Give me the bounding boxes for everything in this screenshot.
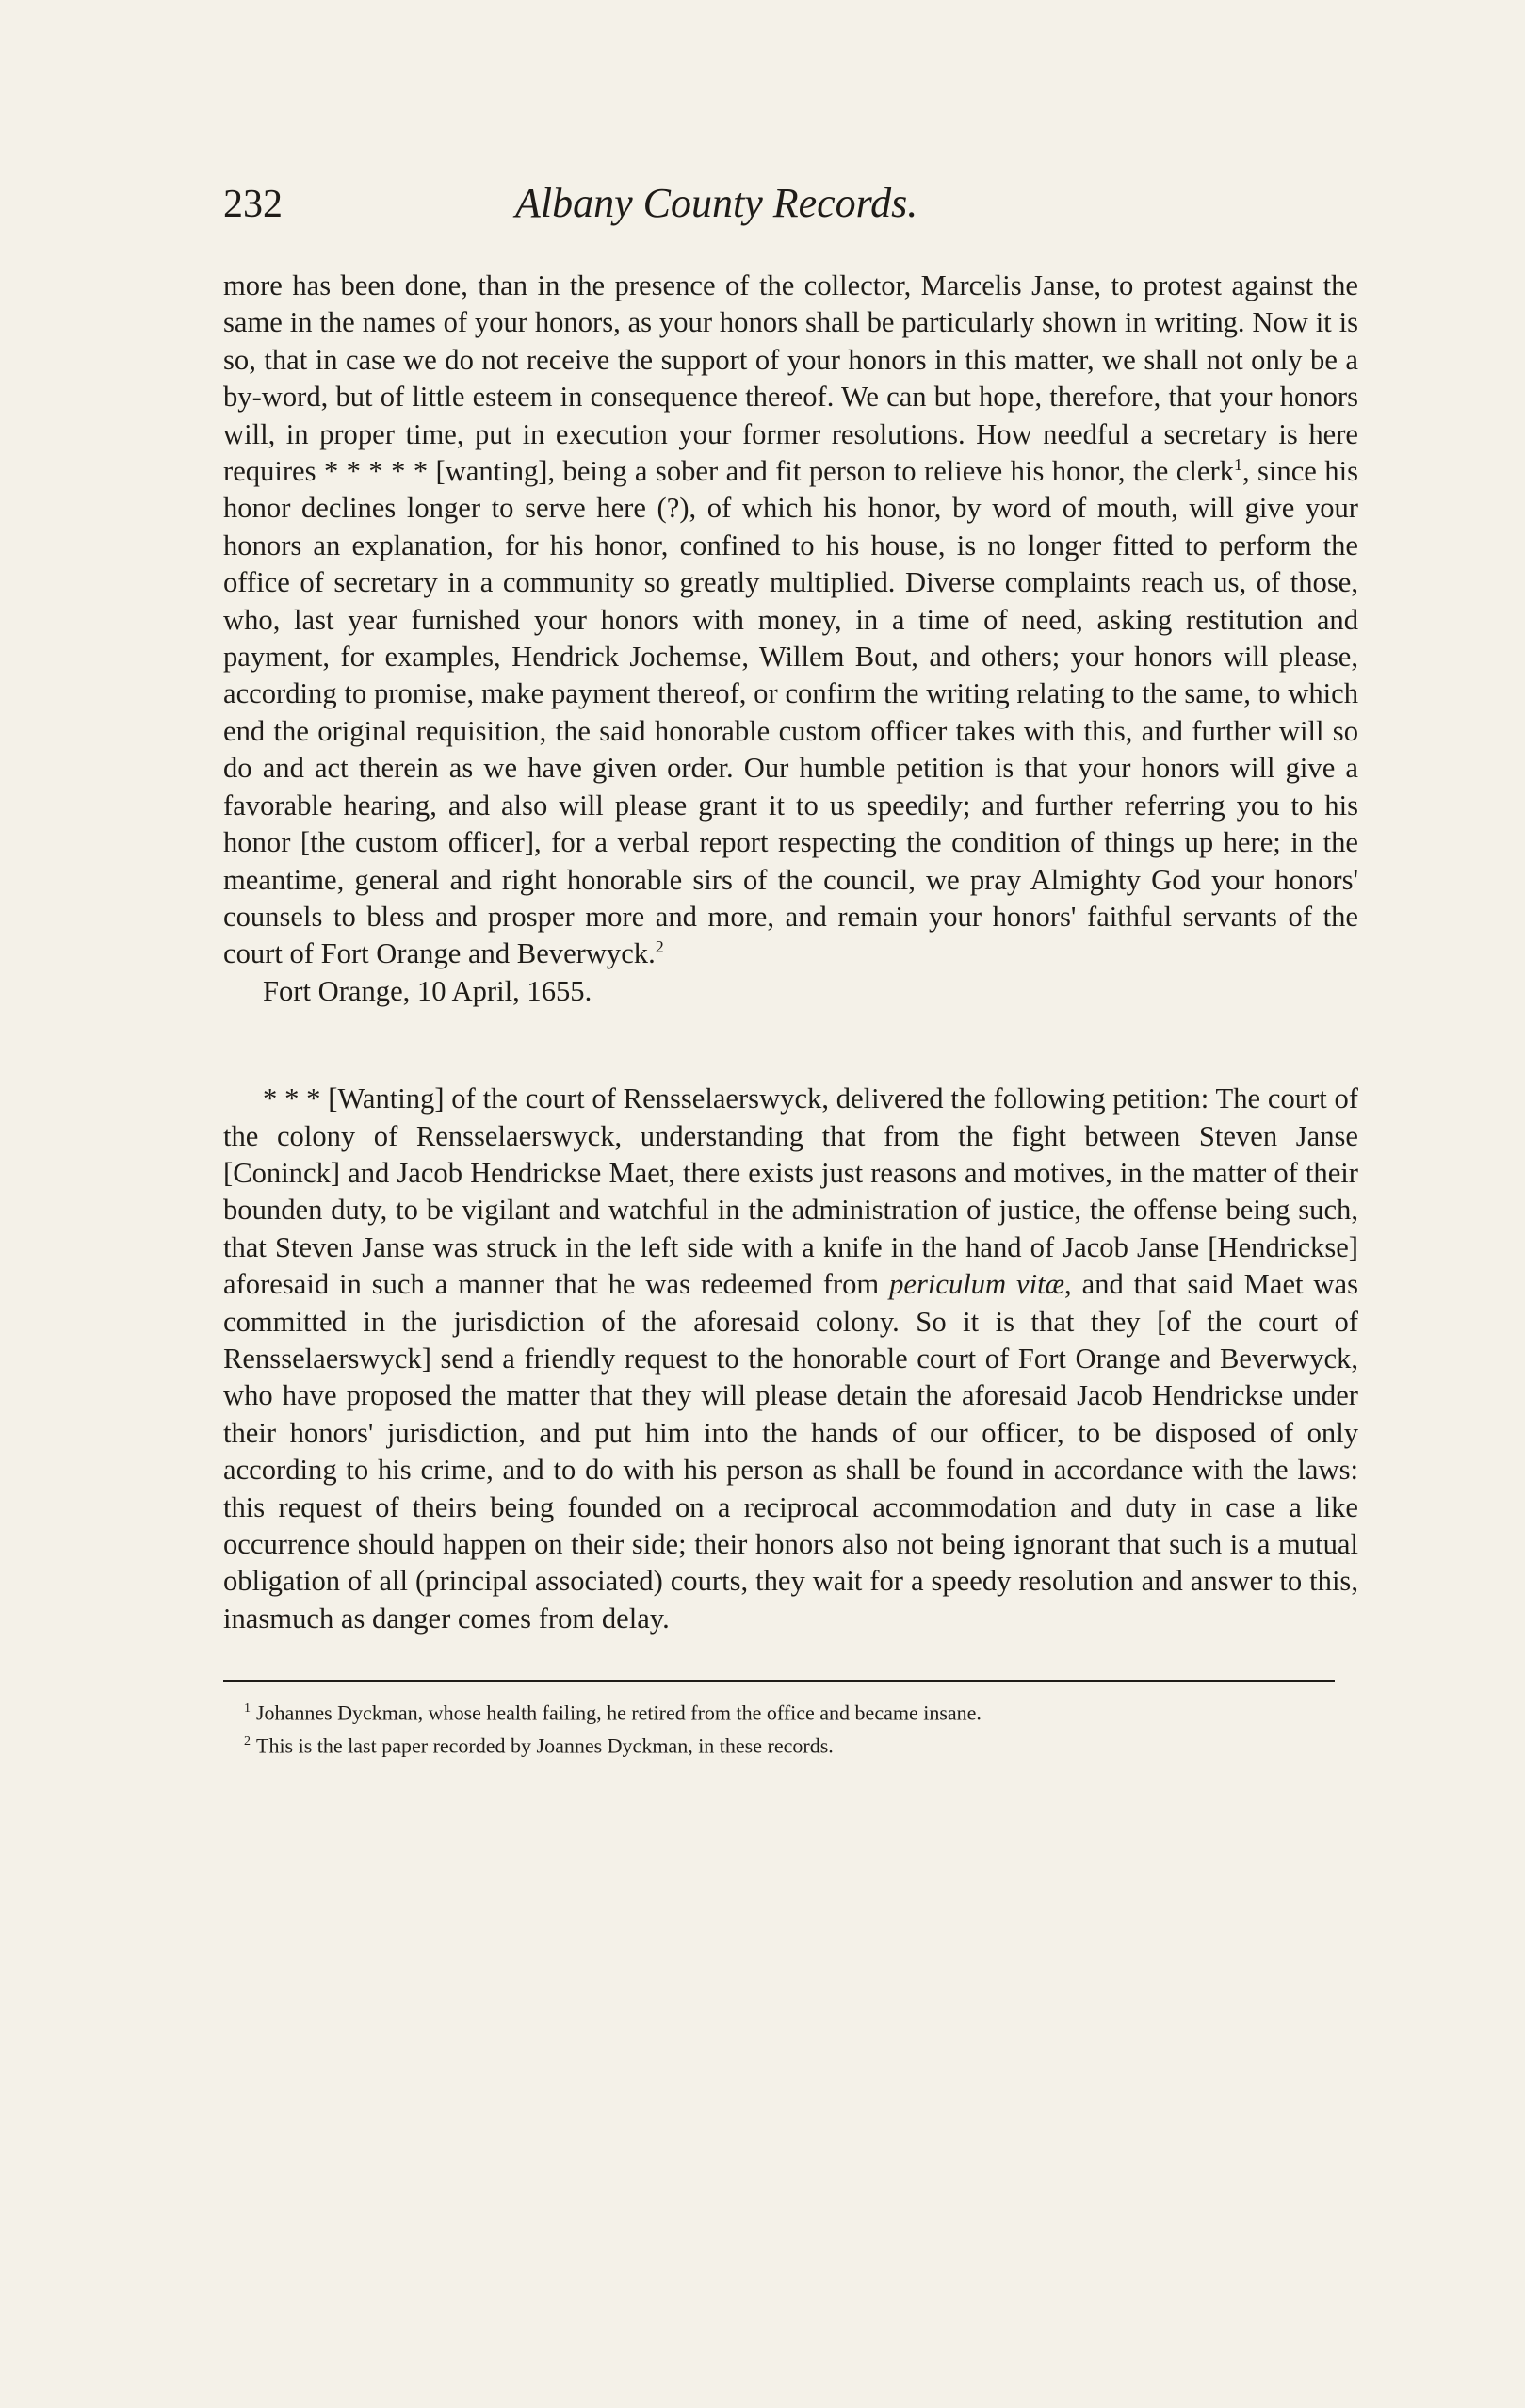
running-title: Albany County Records. [515,180,918,226]
page-header [223,179,1358,236]
latin-phrase: periculum vitæ [889,1268,1065,1301]
footnote-text: This is the last paper recorded by Joannes Dyckman, in these records. [256,1733,834,1757]
footnote-ref-1: 1 [1233,454,1242,474]
footnote [244,1695,1358,1727]
footnote-divider [223,1680,1335,1682]
footnote-ref-2: 2 [655,937,664,957]
paragraph-text: * * * [Wanting] of the court of Rensselaerswyck, delivered the following petition: The court of the colony of Rensselaerswyck, understanding that from the fight between Steven Janse [Coninck] and Jacob Hendrickse Maet, there exists just reasons and motives, in the matter of their bounden duty, to be vigilant and watchful in the administration of justice, the offense being such, that Steven Janse was struck in the left side with a knife in the hand of Jacob Janse [Hendrickse] aforesaid in such a manner that he was redeemed from [223,1082,1358,1301]
paragraph-text: , since his honor declines longer to serve here (?), of which his honor, by word of mouth, will give your honors an explanation, for his honor, confined to his house, is no longer fitted to perform the office of secretary in a community so greatly multiplied. Diverse complaints reach us, of those, who, last year furnished your honors with money, in a time of need, asking restitution and payment, for examples, Hendrick Jochemse, Willem Bout, and others; your honors will please, according to promise, make payment thereof, or confirm the writing relating to the same, to which end the original requisition, the said honorable custom officer takes with this, and further will so do and act therein as we have given order. Our humble petition is that your honors will give a favorable hearing, and also will please grant it to us speedily; and further referring you to his honor [the custom officer], for a verbal report respecting the condition of things up here; in the meantime, general and right honorable sirs of the council, we pray Almighty God your honors' counsels to bless and prosper more and more, and remain your honors' faithful servants of the court of Fort Orange and Beverwyck. [223,455,1358,970]
book-page [223,179,1358,1760]
footnotes [223,1695,1358,1760]
footnote [244,1728,1358,1760]
footnote-text: Johannes Dyckman, whose health failing, he retired from the office and became insane. [256,1700,982,1725]
footnote-mark: 2 [244,1733,251,1749]
paragraph-petition [223,1081,1358,1637]
paragraph-text: more has been done, than in the presence of the collector, Marcelis Janse, to protest against the same in the names of your honors, as your honors shall be particularly shown in writing. Now it is so, that in case we do not receive the support of your honors in this matter, we shall not only be a by-word, but of little esteem in consequence thereof. We can but hope, therefore, that your honors will, in proper time, put in execution your former resolutions. How needful a secretary is here requires * * * * * [wanting], being a sober and fit person to relieve his honor, the clerk [223,269,1358,488]
footnote-mark: 1 [244,1701,251,1717]
body-text [223,268,1358,1637]
paragraph-letter [223,268,1358,973]
paragraph-text: , and that said Maet was committed in the jurisdiction of the aforesaid colony. So it is that they [of the court of Rensselaerswyck] send a friendly request to the honorable court of Fort Orange and Beverwyck, who have proposed the matter that they will please detain the aforesaid Jacob Hendrickse under their honors' jurisdiction, and put him into the hands of our officer, to be disposed of only according to his crime, and to do with his person as shall be found in accordance with the laws: this request of theirs being founded on a reciprocal accommodation and duty in case a like occurrence should happen on their side; their honors also not being ignorant that such is a mutual obligation of all (principal associated) courts, they wait for a speedy resolution and answer to this, inasmuch as danger comes from delay. [223,1268,1359,1635]
dateline: Fort Orange, 10 April, 1655. [263,974,592,1007]
page-number: 232 [223,183,283,226]
